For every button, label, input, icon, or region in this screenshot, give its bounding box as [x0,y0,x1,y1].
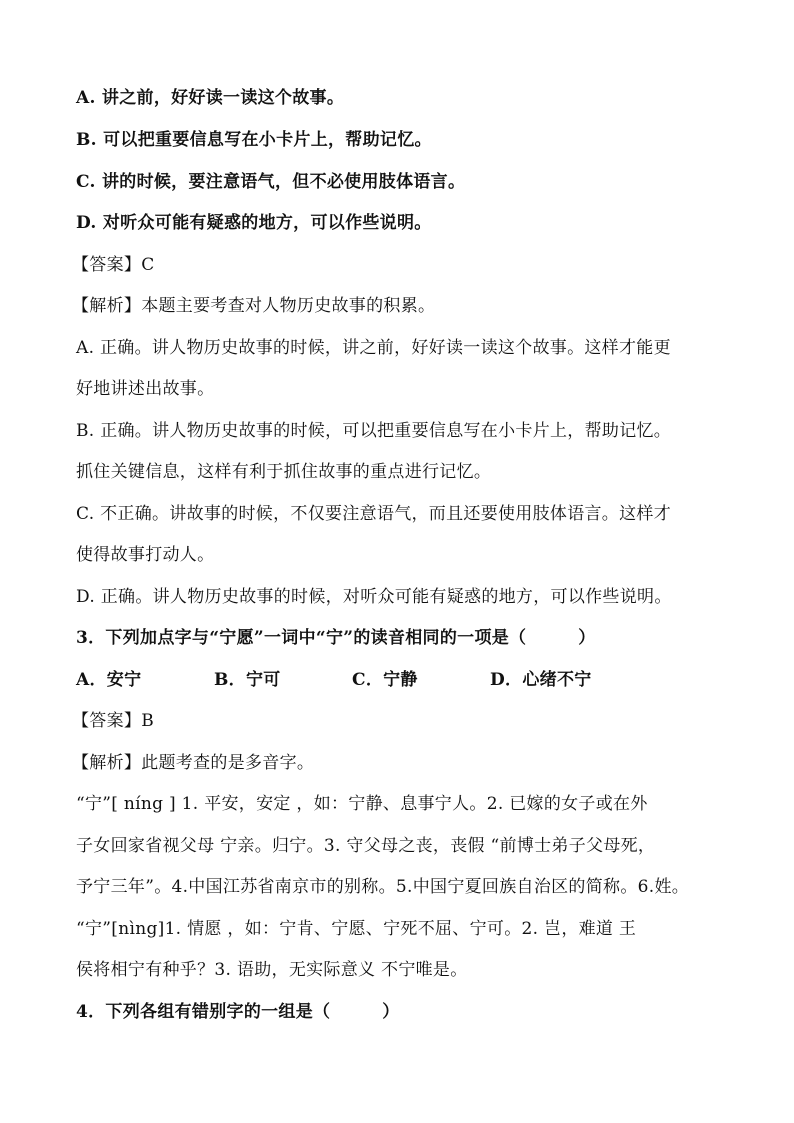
q2-option-d: D. 对听众可能有疑惑的地方，可以作些说明。 [76,213,432,233]
q2-analysis-d-line1: D. 正确。讲人物历史故事的时候，对听众可能有疑惑的地方，可以作些说明。 [76,587,672,607]
q3-option-a: A．安宁 [76,670,142,690]
q2-analysis-a-line2: 好地讲述出故事。 [76,379,215,399]
q2-answer: 【答案】C [72,255,155,275]
q3-question: 3．下列加点字与“宁愿”一词中“宁”的读音相同的一项是（ ） [76,628,596,648]
q4-question: 4．下列各组有错别字的一组是（ ） [76,1002,400,1022]
q2-analysis-b-line2: 抓住关键信息，这样有利于抓住故事的重点进行记忆。 [76,462,492,482]
q3-option-b: B．宁可 [214,670,281,690]
q2-analysis-c-line1: C. 不正确。讲故事的时候，不仅要注意语气，而且还要使用肢体语言。这样才 [76,504,672,524]
q3-option-d: D．心绪不宁 [490,670,592,690]
q3-analysis-line3: 予宁三年”。4.中国江苏省南京市的别称。5.中国宁夏回族自治区的简称。6.姓。 [76,877,690,897]
q3-analysis-line5: 侯将相宁有种乎？3. 语助，无实际意义 不宁唯是。 [76,960,468,980]
q2-option-c: C. 讲的时候，要注意语气，但不必使用肢体语言。 [76,172,466,192]
q2-option-a: A. 讲之前，好好读一读这个故事。 [76,88,345,108]
q3-analysis-intro: 【解析】此题考查的是多音字。 [72,753,315,773]
q3-answer: 【答案】B [72,711,154,731]
q3-analysis-line4: “宁”[nìng]1. 情愿 ，如：宁肯、宁愿、宁死不屈、宁可。2. 岂，难道 王 [76,919,637,939]
q2-analysis-c-line2: 使得故事打动人。 [76,545,215,565]
q3-analysis-line1: “宁”[ níng ] 1. 平安，安定 ，如：宁静、息事宁人。2. 已嫁的女子或在外 [76,794,648,814]
q2-analysis-intro: 【解析】本题主要考查对人物历史故事的积累。 [72,296,436,316]
q2-analysis-b-line1: B. 正确。讲人物历史故事的时候，可以把重要信息写在小卡片上，帮助记忆。 [76,421,672,441]
q2-analysis-a-line1: A. 正确。讲人物历史故事的时候，讲之前，好好读一读这个故事。这样才能更 [76,338,671,358]
q3-option-c: C．宁静 [352,670,418,690]
q2-option-b: B. 可以把重要信息写在小卡片上，帮助记忆。 [76,130,432,150]
q3-options-row [76,668,716,692]
q3-analysis-line2: 子女回家省视父母 宁亲。归宁。3. 守父母之丧，丧假 “前博士弟子父母死， [76,836,656,856]
